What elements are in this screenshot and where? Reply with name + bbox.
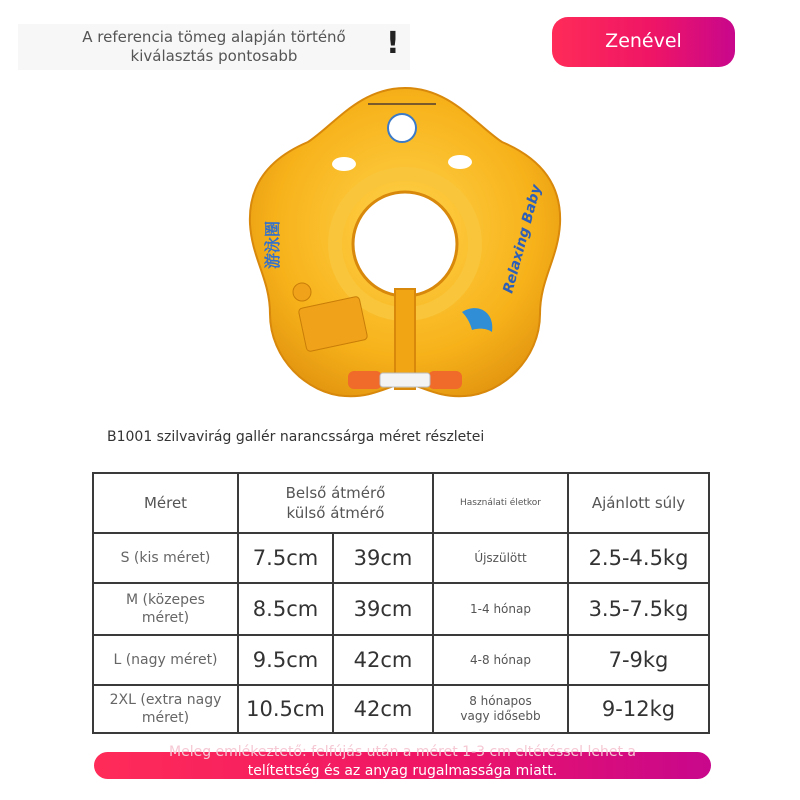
- inner-diameter-cell: 10.5cm: [238, 685, 333, 733]
- table-row: [93, 533, 709, 583]
- reference-note-line2: kiválasztás pontosabb: [130, 47, 298, 65]
- weight-cell: 2.5-4.5kg: [568, 533, 709, 583]
- exclamation-icon: !: [386, 26, 400, 61]
- product-image: [240, 84, 570, 414]
- age-cell: [433, 685, 568, 733]
- outer-diameter-cell: 39cm: [333, 583, 433, 635]
- header-diameter-line2: külső átmérő: [286, 504, 385, 522]
- reminder-line2: telítettség és az anyag rugalmassága miatt.: [247, 763, 558, 779]
- size-line2: méret): [141, 610, 190, 626]
- age-line2: vagy idősebb: [460, 709, 541, 723]
- cloud-left: [332, 157, 356, 171]
- badge-text: 游泳圈: [263, 220, 282, 269]
- neck-hole: [353, 192, 457, 296]
- header-weight: Ajánlott súly: [568, 473, 709, 533]
- size-table: [92, 472, 710, 734]
- age-line1: Újszülött: [474, 550, 527, 565]
- age-cell: [433, 635, 568, 685]
- outer-diameter-cell: 42cm: [333, 635, 433, 685]
- weight-cell: 9-12kg: [568, 685, 709, 733]
- size-cell: [93, 635, 238, 685]
- age-cell: [433, 583, 568, 635]
- music-button[interactable]: Zenével: [552, 17, 735, 67]
- reference-note: [18, 24, 410, 70]
- clip-right: [428, 371, 462, 389]
- reminder-text: [120, 743, 685, 781]
- header-size: Méret: [93, 473, 238, 533]
- weight-cell: 7-9kg: [568, 635, 709, 685]
- bear-character: [388, 114, 416, 142]
- inner-diameter-cell: 8.5cm: [238, 583, 333, 635]
- product-caption: B1001 szilvavirág gallér narancssárga méret részletei: [107, 429, 485, 445]
- table-row: [93, 635, 709, 685]
- size-line1: L (nagy méret): [113, 652, 218, 668]
- clip-left: [348, 371, 382, 389]
- reference-note-line1: A referencia tömeg alapján történő: [82, 28, 346, 46]
- swim-float-illustration: [240, 84, 570, 414]
- age-line1: 1-4 hónap: [470, 601, 531, 616]
- age-line1: 4-8 hónap: [470, 652, 531, 667]
- buckle: [380, 373, 430, 387]
- inner-diameter-cell: 9.5cm: [238, 635, 333, 685]
- table-row: [93, 685, 709, 733]
- header-diameter: [238, 473, 433, 533]
- cloud-right: [448, 155, 472, 169]
- size-line1: M (közepes: [126, 592, 205, 608]
- table-header-row: [93, 473, 709, 533]
- size-line1: 2XL (extra nagy: [109, 692, 222, 708]
- table-row: [93, 583, 709, 635]
- size-cell: [93, 685, 238, 733]
- outer-diameter-cell: 39cm: [333, 533, 433, 583]
- brand-text: Relaxing Baby: [500, 182, 545, 296]
- age-line1: 8 hónapos: [469, 694, 532, 708]
- size-line2: méret): [141, 710, 190, 726]
- size-cell: [93, 533, 238, 583]
- weight-cell: 3.5-7.5kg: [568, 583, 709, 635]
- header-age: Használati életkor: [433, 473, 568, 533]
- valve: [293, 283, 311, 301]
- reminder-line1: Meleg emlékeztető: felfújás után a méret 1-3 cm eltéréssel lehet a: [169, 744, 636, 760]
- header-diameter-line1: Belső átmérő: [285, 484, 386, 502]
- size-line1: S (kis méret): [120, 550, 211, 566]
- outer-diameter-cell: 42cm: [333, 685, 433, 733]
- inner-diameter-cell: 7.5cm: [238, 533, 333, 583]
- age-cell: [433, 533, 568, 583]
- size-cell: [93, 583, 238, 635]
